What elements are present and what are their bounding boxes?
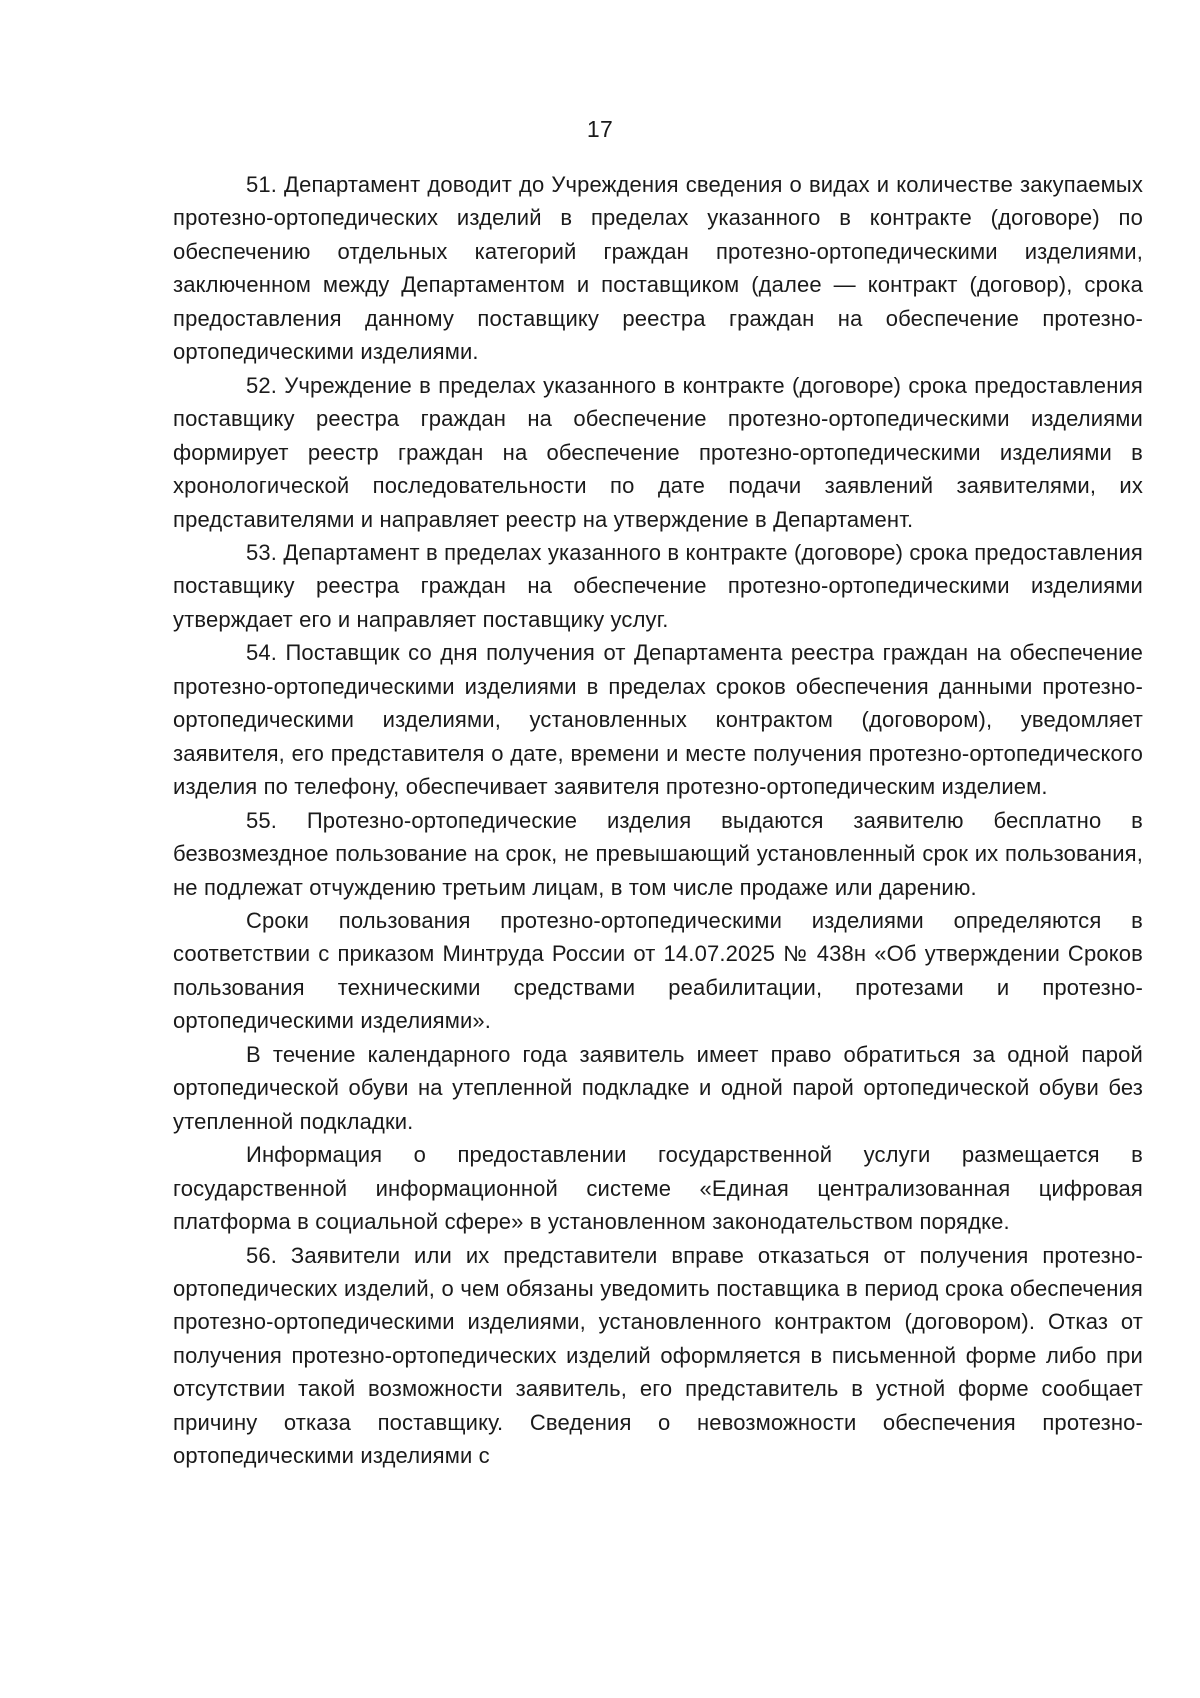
paragraph-information: Информация о предоставлении государственной услуги размещается в государственной информационной системе «Единая централизованная цифровая платформа в социальной сфере» в установленном законодательством порядке. (173, 1142, 1143, 1235)
paragraph-usage-terms: Сроки пользования протезно-ортопедическими изделиями определяются в соответствии с приказом Минтруда России от 14.07.2025 № 438н «Об утверждении Сроков пользования техническими средствами реабилитации, протезами и протезно-ортопедическими изделиями». (173, 907, 1143, 1034)
paragraph-54: 54. Поставщик со дня получения от Департамента реестра граждан на обеспечение протезно-ортопедическими изделиями в пределах сроков обеспечения данными протезно-ортопедическими изделиями, установленных контрактом (договором), уведомляет заявителя, его представителя о дате, времени и месте получения протезно-ортопедического изделия по телефону, обеспечивает заявителя протезно-ортопедическим изделием. (173, 640, 1143, 800)
document-body (173, 168, 1143, 1473)
paragraph-52: 52. Учреждение в пределах указанного в контракте (договоре) срока предоставления поставщику реестра граждан на обеспечение протезно-ортопедическими изделиями формирует реестр граждан на обеспечение протезно-ортопедическими изделиями в хронологической последовательности по дате подачи заявлений заявителями, их представителями и направляет реестр на утверждение в Департамент. (173, 372, 1143, 532)
paragraph-56: 56. Заявители или их представители вправе отказаться от получения протезно-ортопедических изделий, о чем обязаны уведомить поставщика в период срока обеспечения протезно-ортопедическими изделиями, установленного контрактом (договором). Отказ от получения протезно-ортопедических изделий оформляется в письменной форме либо при отсутствии такой возможности заявитель, его представитель в устной форме сообщает причину отказа поставщику. Сведения о невозможности обеспечения протезно-ортопедическими изделиями с (173, 1242, 1143, 1469)
paragraph-footwear: В течение календарного года заявитель имеет право обратиться за одной парой ортопедической обуви на утепленной подкладке и одной парой ортопедической обуви без утепленной подкладки. (173, 1041, 1143, 1134)
paragraph-55: 55. Протезно-ортопедические изделия выдаются заявителю бесплатно в безвозмездное пользование на срок, не превышающий установленный срок их пользования, не подлежат отчуждению третьим лицам, в том числе продаже или дарению. (173, 807, 1143, 900)
page-number: 17 (586, 116, 614, 142)
paragraph-51: 51. Департамент доводит до Учреждения сведения о видах и количестве закупаемых протезно-ортопедических изделий в пределах указанного в контракте (договоре) по обеспечению отдельных категорий граждан протезно-ортопедическими изделиями, заключенном между Департаментом и поставщиком (далее — контракт (договор), срока предоставления данному поставщику реестра граждан на обеспечение протезно-ортопедическими изделиями. (173, 172, 1143, 365)
paragraph-53: 53. Департамент в пределах указанного в контракте (договоре) срока предоставления поставщику реестра граждан на обеспечение протезно-ортопедическими изделиями утверждает его и направляет поставщику услуг. (173, 539, 1143, 632)
